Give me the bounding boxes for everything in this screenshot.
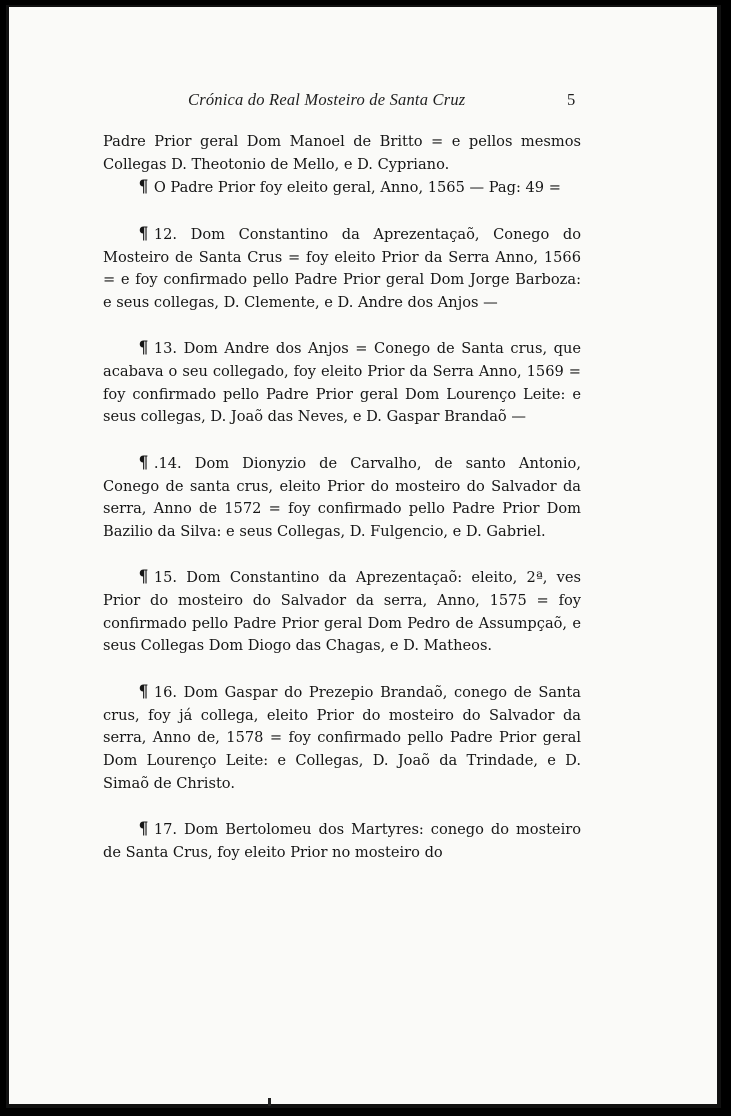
pilcrow-icon: ¶ — [138, 819, 149, 839]
pilcrow-icon: ¶ — [138, 223, 149, 244]
pilcrow-icon: ¶ — [138, 452, 149, 473]
pilcrow-icon: ¶ — [138, 338, 149, 359]
paragraph-text: 12. Dom Constantino da Aprezentaçaõ, Conego do Mosteiro de Santa Crus = foy eleito Prior da Serra Anno, 1566 = e foy confirmado pello Padre Prior geral Dom Jorge Barboza: e seus collegas, D. Clemente, e D. Andre dos Anjos — — [103, 225, 581, 311]
page-number: 5 — [567, 90, 576, 109]
pilcrow-icon: ¶ — [138, 681, 149, 702]
paragraph-entry-16 — [103, 681, 581, 796]
paragraph-text: 17. Dom Bertolomeu dos Martyres: conego do mosteiro de Santa Crus, foy eleito Prior no mosteiro do — [103, 821, 581, 861]
paragraph-entry-13 — [103, 337, 581, 429]
running-head — [0, 86, 731, 114]
running-title: Crónica do Real Mosteiro de Santa Cruz — [188, 90, 466, 109]
paragraph-text: 15. Dom Constantino da Aprezentaçaõ: eleito, 2ª, ves Prior do mosteiro do Salvador da serra, Anno, 1575 = foy confirmado pello Padre Prior geral Dom Pedro de Assumpçaõ, e seus Collegas Dom Diogo das Chagas, e D. Matheos. — [103, 569, 581, 655]
paragraph-entry-12 — [103, 223, 581, 315]
paragraph-continuation — [103, 131, 581, 176]
paragraph-note — [103, 176, 581, 200]
paragraph-text: 16. Dom Gaspar do Prezepio Brandaõ, conego de Santa crus, foy já collega, eleito Prior do mosteiro do Salvador da serra, Anno de, 1578 = foy confirmado pello Padre Prior geral Dom Lourenço Leite: e Collegas, D. Joaõ da Trindade, e D. Simaõ de Christo. — [103, 683, 581, 792]
paragraph-entry-15 — [103, 566, 581, 658]
pilcrow-icon: ¶ — [138, 177, 149, 198]
paragraph-text: Padre Prior geral Dom Manoel de Britto = e pellos mesmos Collegas D. Theotonio de Mello, e D. Cypriano. — [103, 133, 581, 173]
paragraph-entry-14 — [103, 452, 581, 544]
scan-speck — [268, 1098, 271, 1106]
paragraph-text: 13. Dom Andre dos Anjos = Conego de Santa crus, que acabava o seu collegado, foy eleito Prior da Serra Anno, 1569 = foy confirmado pello Padre Prior geral Dom Lourenço Leite: e seus collegas, D. Joaõ das Neves, e D. Gaspar Brandaõ — — [103, 340, 581, 426]
pilcrow-icon: ¶ — [138, 567, 149, 588]
paragraph-text: O Padre Prior foy eleito geral, Anno, 1565 — Pag: 49 = — [153, 179, 561, 197]
body-text — [103, 131, 581, 864]
paragraph-entry-17 — [103, 818, 581, 864]
paragraph-text: .14. Dom Dionyzio de Carvalho, de santo Antonio, Conego de santa crus, eleito Prior do mosteiro do Salvador da serra, Anno de 1572 = foy confirmado pello Padre Prior Dom Bazilio da Silva: e seus Collegas, D. Fulgencio, e D. Gabriel. — [103, 454, 581, 540]
